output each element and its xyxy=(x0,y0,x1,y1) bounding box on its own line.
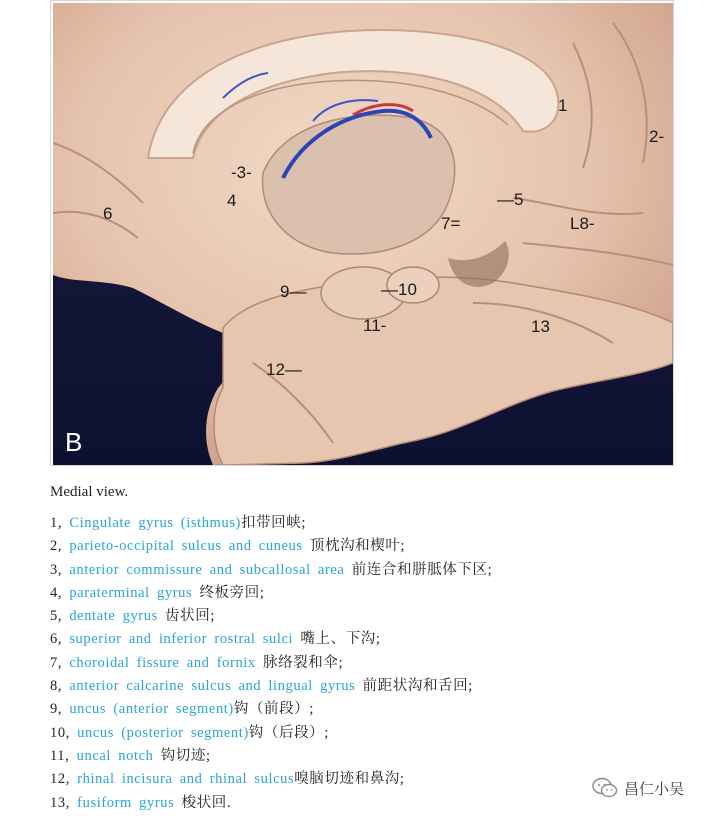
legend-num: 5, xyxy=(50,608,63,625)
legend-item xyxy=(50,604,650,627)
legend-num: 7, xyxy=(50,654,63,671)
label-5: —5 xyxy=(497,190,524,209)
legend-term[interactable]: anterior commissure and subcallosal area xyxy=(69,561,345,578)
legend-num: 10, xyxy=(50,724,70,741)
legend-item xyxy=(50,651,650,674)
panel-letter: B xyxy=(65,427,83,457)
label-8: L8- xyxy=(570,214,595,233)
label-7: 7= xyxy=(441,214,461,233)
label-1: 1 xyxy=(558,96,568,115)
legend-term[interactable]: Cingulate gyrus (isthmus) xyxy=(69,515,241,531)
legend-translation: 终板旁回; xyxy=(192,584,265,601)
legend-term[interactable]: rhinal incisura and rhinal sulcus xyxy=(77,771,295,788)
legend-term[interactable]: uncus (anterior segment) xyxy=(69,701,234,718)
legend-item xyxy=(50,627,650,650)
legend-term[interactable]: uncus (posterior segment) xyxy=(77,724,249,741)
label-2: 2- xyxy=(649,127,665,146)
legend-translation: 齿状回; xyxy=(157,608,215,625)
legend-num: 6, xyxy=(50,631,63,648)
legend-term[interactable]: choroidal fissure and fornix xyxy=(69,654,256,671)
brain-photo xyxy=(53,3,673,465)
legend-num: 1, xyxy=(50,515,63,531)
legend-num: 8, xyxy=(50,678,63,695)
legend-translation: 脉络裂和伞; xyxy=(255,654,344,671)
legend-translation: 梭状回. xyxy=(174,794,232,811)
label-13: 13 xyxy=(531,317,550,336)
legend-item xyxy=(50,791,650,814)
label-4: 4 xyxy=(227,191,237,210)
legend-item xyxy=(50,534,650,557)
legend-list xyxy=(50,511,650,814)
legend-term[interactable]: parieto-occipital sulcus and cuneus xyxy=(69,538,303,555)
legend-num: 9, xyxy=(50,701,63,718)
wechat-icon xyxy=(592,777,618,799)
legend-num: 4, xyxy=(50,584,63,601)
legend-num: 13, xyxy=(50,794,70,811)
legend-translation: 嗅脑切迹和鼻沟; xyxy=(294,771,405,788)
legend-translation: 扣带回峡; xyxy=(240,515,306,531)
legend-item xyxy=(50,767,650,790)
legend-item xyxy=(50,581,650,604)
label-10: —10 xyxy=(381,280,417,299)
legend-term[interactable]: superior and inferior rostral sulci xyxy=(69,631,294,648)
legend-translation: 顶枕沟和楔叶; xyxy=(302,538,406,555)
legend-term[interactable]: dentate gyrus xyxy=(69,608,158,625)
label-12: 12— xyxy=(266,360,302,379)
legend-translation: 钩切迹; xyxy=(153,747,211,764)
legend-translation: 钩（后段）; xyxy=(248,724,329,741)
legend-num: 12, xyxy=(50,771,70,788)
label-9: 9— xyxy=(280,282,307,301)
watermark-text: 昌仁小吴 xyxy=(624,779,685,798)
legend-translation: 嘴上、下沟; xyxy=(293,631,381,648)
legend-item xyxy=(50,558,650,581)
legend-translation: 前距状沟和舌回; xyxy=(355,678,473,695)
legend-translation: 钩（前段）; xyxy=(233,701,314,718)
legend-term[interactable]: uncal notch xyxy=(76,747,154,764)
legend-num: 2, xyxy=(50,538,63,555)
label-11: 11- xyxy=(363,316,387,335)
legend-term[interactable]: fusiform gyrus xyxy=(77,794,175,811)
legend-item xyxy=(50,744,650,767)
watermark xyxy=(592,777,684,799)
legend-item xyxy=(50,697,650,720)
legend-translation: 前连合和胼胝体下区; xyxy=(344,561,493,578)
legend-item xyxy=(50,674,650,697)
legend-item xyxy=(50,511,650,534)
legend-term[interactable]: anterior calcarine sulcus and lingual gyrus xyxy=(69,678,356,695)
label-3: -3- xyxy=(231,163,252,182)
legend-term[interactable]: paraterminal gyrus xyxy=(69,584,193,601)
legend-num: 3, xyxy=(50,561,63,578)
legend-item xyxy=(50,721,650,744)
legend-num: 11, xyxy=(50,747,70,764)
brain-illustration xyxy=(53,3,673,465)
label-6: 6 xyxy=(103,204,113,223)
figure-panel xyxy=(50,0,674,466)
view-title: Medial view. xyxy=(50,484,129,500)
